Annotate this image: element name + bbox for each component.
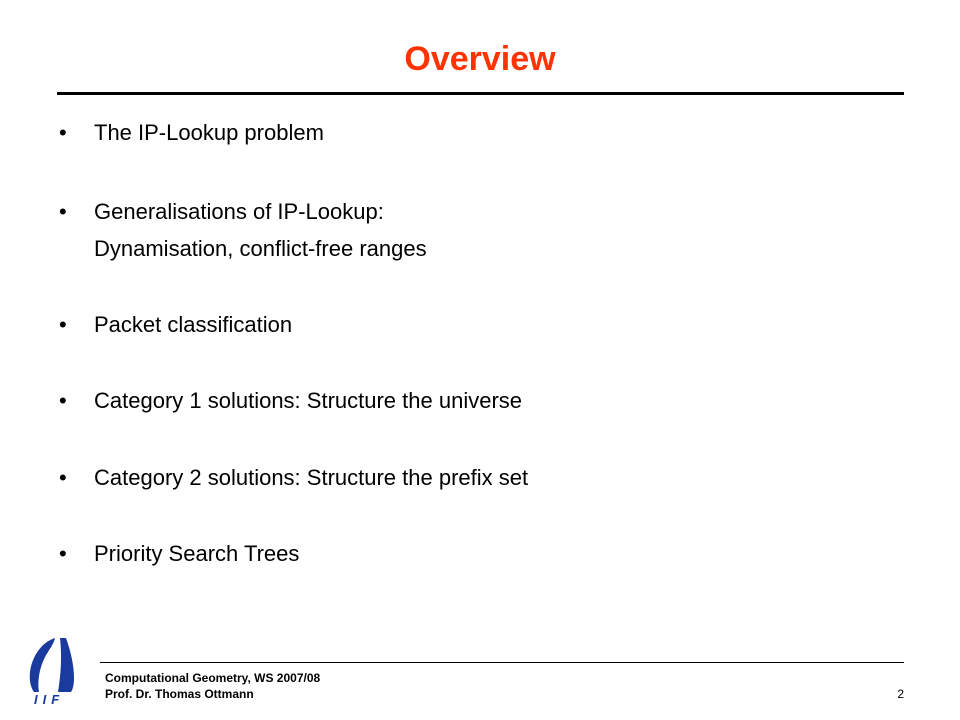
bullet-text	[94, 306, 914, 343]
iif-logo	[24, 634, 92, 706]
title-divider	[57, 92, 904, 95]
bullet-line-continuation: Dynamisation, conflict-free ranges	[94, 236, 427, 261]
logo-swoosh-right	[58, 638, 74, 692]
bullet-marker: •	[59, 541, 67, 566]
bullet-line: Generalisations of IP-Lookup:	[94, 199, 384, 224]
bullet-text	[94, 459, 914, 496]
bullet-marker: •	[59, 312, 67, 337]
footer-info	[105, 670, 320, 702]
logo-text: IIF	[34, 692, 65, 706]
page-number: 2	[897, 687, 904, 701]
bullet-marker: •	[59, 465, 67, 490]
bullet-marker: •	[59, 120, 67, 145]
bullet-marker: •	[59, 388, 67, 413]
footer-author: Prof. Dr. Thomas Ottmann	[105, 687, 254, 701]
bullet-text	[94, 193, 914, 267]
slide-title: Overview	[404, 40, 556, 78]
footer-divider	[100, 662, 904, 663]
bullet-line: The IP-Lookup problem	[94, 120, 324, 145]
bullet-line: Category 2 solutions: Structure the prefix set	[94, 465, 529, 490]
bullet-line: Category 1 solutions: Structure the universe	[94, 388, 523, 413]
bullet-text	[94, 114, 914, 151]
bullet-marker: •	[59, 199, 67, 224]
bullet-line: Priority Search Trees	[94, 541, 300, 566]
bullet-line: Packet classification	[94, 312, 293, 337]
bullet-text	[94, 382, 914, 419]
bullet-text	[94, 535, 914, 572]
logo-swoosh-left	[30, 638, 55, 692]
footer-course: Computational Geometry, WS 2007/08	[105, 671, 321, 685]
